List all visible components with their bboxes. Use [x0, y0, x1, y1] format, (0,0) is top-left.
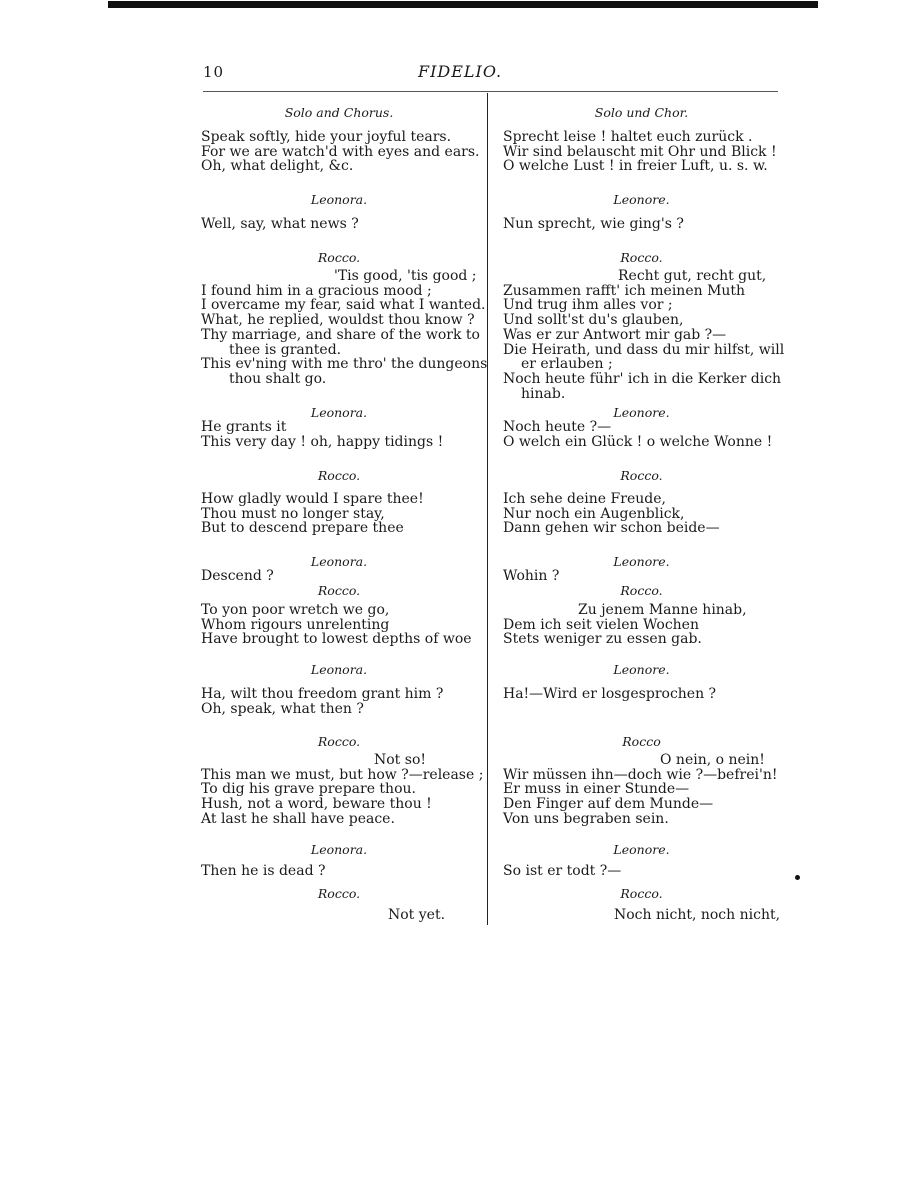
- verse-line: Noch heute führ' ich in die Kerker dich: [503, 370, 782, 387]
- verse-block: [201, 752, 484, 827]
- verse-block: [201, 268, 488, 387]
- speaker-heading: Rocco.: [317, 734, 361, 749]
- verse-line: Speak softly, hide your joyful tears.: [201, 129, 452, 145]
- verse-line: This ev'ning with me thro' the dungeons: [201, 356, 488, 373]
- verse-line: So ist er todt ?—: [503, 863, 622, 879]
- verse-block: [201, 492, 477, 536]
- verse-block: [503, 492, 780, 536]
- verse-line: Ha!—Wird er losgesprochen ?: [503, 686, 717, 702]
- speaker-heading: Solo und Chor.: [594, 105, 689, 120]
- speaker-heading: Rocco.: [317, 583, 361, 598]
- verse-line: Sprecht leise ! haltet euch zurück .: [503, 129, 753, 145]
- verse-block: [201, 420, 477, 449]
- verse-line: Thou must no longer stay,: [201, 505, 385, 522]
- verse-line: Oh, what delight, &c.: [201, 158, 354, 175]
- verse-line: Oh, speak, what then ?: [201, 700, 364, 717]
- verse-line: thee is granted.: [229, 341, 342, 358]
- page-number: 10: [203, 63, 225, 81]
- verse-line: Not so!: [374, 752, 426, 768]
- verse-line: Whom rigours unrelenting: [201, 616, 390, 633]
- verse-block: [503, 217, 780, 232]
- verse-block: [503, 687, 780, 702]
- verse-line: er erlauben ;: [521, 356, 613, 373]
- verse-line: Zu jenem Manne hinab,: [578, 602, 747, 618]
- speaker-heading: Rocco.: [317, 468, 361, 483]
- verse-line: hinab.: [521, 385, 566, 402]
- speaker-heading: Rocco.: [317, 250, 361, 265]
- speaker-heading: Leonore.: [613, 662, 670, 677]
- verse-line: Die Heirath, und dass du mir hilfst, will: [503, 341, 785, 358]
- verse-block: [201, 603, 477, 647]
- speaker-heading: Solo and Chorus.: [284, 105, 394, 120]
- verse-block: [503, 569, 780, 584]
- verse-line: Von uns begraben sein.: [503, 810, 669, 827]
- speaker-heading: Rocco.: [317, 886, 361, 901]
- verse-line: Recht gut, recht gut,: [618, 268, 767, 284]
- verse-line: O welch ein Glück ! o welche Wonne !: [503, 433, 773, 450]
- verse-line: 'Tis good, 'tis good ;: [334, 268, 477, 284]
- verse-line: Nur noch ein Augenblick,: [503, 505, 685, 522]
- verse-line: Und sollt'st du's glauben,: [503, 312, 684, 329]
- verse-block: [201, 864, 477, 879]
- speaker-heading: Leonore.: [613, 192, 670, 207]
- speaker-heading: Leonora.: [310, 405, 368, 420]
- verse-line: Den Finger auf dem Munde—: [503, 796, 714, 813]
- speaker-heading: Rocco.: [620, 468, 663, 483]
- speaker-heading: Leonore.: [613, 842, 670, 857]
- column-divider: [487, 93, 488, 925]
- verse-block: [503, 268, 785, 402]
- verse-block: [503, 130, 780, 174]
- verse-line: Ich sehe deine Freude,: [503, 491, 666, 507]
- verse-line: This man we must, but how ?—release ;: [201, 766, 484, 783]
- verse-line: To yon poor wretch we go,: [201, 602, 390, 618]
- speaker-heading: Leonora.: [310, 662, 368, 677]
- verse-line: Wohin ?: [503, 568, 560, 584]
- verse-line: Well, say, what news ?: [201, 216, 359, 232]
- verse-line: Er muss in einer Stunde—: [503, 781, 690, 798]
- verse-line: Noch nicht, noch nicht,: [614, 907, 781, 923]
- verse-line: Dann gehen wir schon beide—: [503, 520, 720, 537]
- verse-line: Nun sprecht, wie ging's ?: [503, 216, 684, 232]
- speaker-heading: Leonore.: [613, 405, 670, 420]
- speaker-heading: Rocco: [622, 734, 661, 749]
- verse-block: [201, 217, 477, 232]
- verse-line: I found him in a gracious mood ;: [201, 282, 432, 299]
- verse-block: [201, 569, 477, 584]
- speaker-heading: Leonore.: [613, 554, 670, 569]
- verse-block: [201, 687, 477, 716]
- verse-line: Not yet.: [388, 907, 446, 923]
- verse-line: Was er zur Antwort mir gab ?—: [503, 326, 727, 343]
- verse-line: But to descend prepare thee: [201, 520, 404, 537]
- verse-line: Hush, not a word, beware thou !: [201, 796, 432, 813]
- speaker-heading: Leonora.: [310, 554, 368, 569]
- top-rule: [108, 1, 818, 8]
- verse-block: [201, 129, 480, 175]
- verse-line: O welche Lust ! in freier Luft, u. s. w.: [503, 158, 768, 175]
- verse-block: [503, 753, 780, 827]
- verse-line: Und trug ihm alles vor ;: [503, 297, 673, 314]
- verse-block: [201, 908, 477, 923]
- verse-line: Descend ?: [201, 568, 274, 584]
- verse-line: Noch heute ?—: [503, 419, 612, 435]
- speaker-heading: Rocco.: [620, 250, 663, 265]
- speaker-heading: Leonora.: [310, 842, 368, 857]
- verse-line: How gladly would I spare thee!: [201, 491, 424, 507]
- header-rule: [203, 91, 778, 92]
- verse-line: He grants it: [201, 419, 287, 435]
- ink-dot: [795, 875, 800, 880]
- speaker-heading: Leonora.: [310, 192, 368, 207]
- verse-line: O nein, o nein!: [660, 752, 765, 768]
- running-head: FIDELIO.: [418, 62, 503, 81]
- verse-line: Wir müssen ihn—doch wie ?—befrei'n!: [503, 766, 778, 783]
- speaker-heading: Rocco.: [620, 583, 663, 598]
- verse-line: Thy marriage, and share of the work to: [201, 326, 480, 343]
- verse-line: This very day ! oh, happy tidings !: [201, 433, 444, 450]
- verse-line: Wir sind belauscht mit Ohr und Blick !: [503, 143, 777, 160]
- verse-block: [503, 420, 780, 449]
- verse-block: [503, 864, 780, 879]
- verse-line: Dem ich seit vielen Wochen: [503, 616, 699, 633]
- verse-line: For we are watch'd with eyes and ears.: [201, 143, 480, 160]
- verse-line: Then he is dead ?: [201, 863, 326, 879]
- verse-line: thou shalt go.: [229, 370, 327, 387]
- verse-line: I overcame my fear, said what I wanted.: [201, 297, 486, 314]
- verse-line: Ha, wilt thou freedom grant him ?: [201, 686, 444, 702]
- verse-block: [503, 603, 780, 647]
- verse-line: At last he shall have peace.: [201, 810, 395, 827]
- verse-line: Stets weniger zu essen gab.: [503, 631, 702, 648]
- verse-line: To dig his grave prepare thou.: [201, 781, 416, 798]
- verse-line: Zusammen rafft' ich meinen Muth: [503, 282, 746, 299]
- verse-line: Have brought to lowest depths of woe: [201, 631, 472, 648]
- speaker-heading: Rocco.: [620, 886, 663, 901]
- verse-block: [503, 908, 780, 923]
- verse-line: What, he replied, wouldst thou know ?: [201, 312, 475, 329]
